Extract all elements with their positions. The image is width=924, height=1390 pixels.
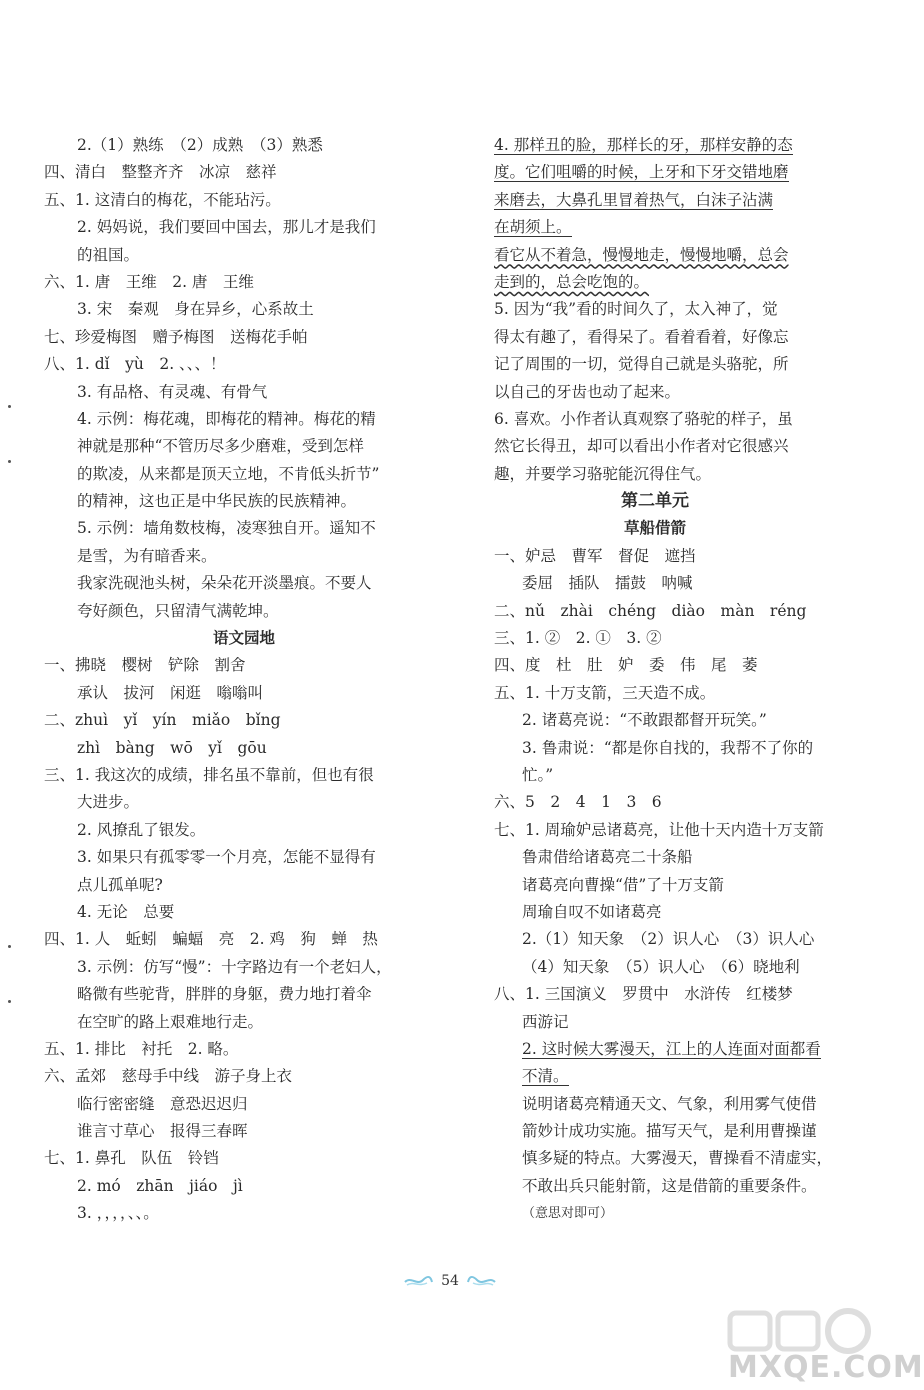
answer-text: 二、zhuì yǐ yín miǎo bǐng [44,711,281,730]
answer-text: 略微有些驼背，胖胖的身躯，费力地打着伞 [77,985,372,1004]
answer-text: 是雪，为有暗香来。 [77,546,217,565]
answer-text: 大进步。 [77,793,140,812]
answer-text: 语文园地 [212,629,275,648]
answer-line [486,461,816,488]
answer-line [486,351,816,378]
answer-text: 走到的，总会吃饱的。 [494,272,650,291]
answer-text: 4. 示例：梅花魂，即梅花的精神。梅花的精 [77,409,376,428]
answer-line [486,324,816,351]
answer-line [486,1200,816,1227]
answer-line [486,296,816,323]
answer-line [44,214,444,241]
answer-line [486,625,816,652]
answer-line [486,598,816,625]
answer-text: 一、妒忌 曹军 督促 遮挡 [494,546,696,565]
answer-text: 六、5 2 4 1 3 6 [494,793,662,812]
answer-line [44,1118,444,1145]
answer-line [44,461,444,488]
answer-line [44,1009,444,1036]
answer-text: 二、nǔ zhài chéng diào màn réng [494,601,807,620]
answer-line [486,570,816,597]
answer-line [486,1118,816,1145]
answer-text: 的欺凌，从来都是顶天立地，不肯低头折节” [77,464,380,483]
answer-line [44,872,444,899]
answer-line [486,406,816,433]
answer-line [486,789,816,816]
answer-line [44,981,444,1008]
answer-text: 的祖国。 [77,245,140,264]
answer-text: 2. 这时候大雾漫天，江上的人连面对面都看 [522,1039,821,1058]
answer-text: 一、拂晓 樱树 铲除 割舍 [44,656,246,675]
answer-text: 鲁肃借给诸葛亮二十条船 [522,848,693,867]
answer-text: 四、1. 人 蚯蚓 蝙蝠 亮 2. 鸡 狗 蝉 热 [44,930,378,949]
answer-text: 四、度 杜 肚 妒 委 伟 尾 萎 [494,656,758,675]
answer-line [44,762,444,789]
answer-text: 神就是那种“不管历尽多少磨难，受到怎样 [77,437,364,456]
answer-line [44,379,444,406]
answer-text: 点儿孤单呢? [77,875,163,894]
answer-line [44,789,444,816]
answer-text: 七、1. 周瑜妒忌诸葛亮，让他十天内造十万支箭 [494,820,824,839]
answer-text: 临行密密缝 意恐迟迟归 [77,1094,248,1113]
answer-line [44,899,444,926]
answer-text: 五、1. 排比 衬托 2. 略。 [44,1039,239,1058]
answer-line [486,872,816,899]
answer-text: 五、1. 十万支箭，三天造不成。 [494,683,716,702]
answer-line [44,817,444,844]
answer-text: 2. 诸葛亮说：“不敢跟都督开玩笑。” [522,711,767,730]
answer-line [44,1200,444,1227]
answer-text: 3. 有品格、有灵魂、有骨气 [77,382,268,401]
answer-text: 五、1. 这清白的梅花，不能玷污。 [44,190,281,209]
answer-text: 5. 示例：墙角数枝梅，凌寒独自开。遥知不 [77,519,376,538]
answer-line [44,680,444,707]
answer-text: 3. ，，，，、、。 [77,1204,159,1223]
answer-line [44,844,444,871]
left-column [44,132,444,1228]
answer-line [44,598,444,625]
answer-text: 周瑜自叹不如诸葛亮 [522,902,662,921]
answer-text: 3. 鲁肃说：“都是你自找的，我帮不了你的 [522,738,814,757]
answer-line [44,707,444,734]
answer-text: 八、1. dǐ yù 2. 、、、！ [44,355,226,374]
answer-text: 箭妙计成功实施。描写天气，是利用曹操谨 [522,1122,817,1141]
right-column [486,132,833,1228]
answer-text: 不敢出兵只能射箭，这是借箭的重要条件。 [522,1176,817,1195]
answer-text: 4. 那样丑的脸，那样长的牙，那样安静的态 [494,136,793,154]
answer-text: 趣，并要学习骆驼能沉得住气。 [494,464,712,483]
answer-line [486,707,816,734]
answer-text: 3. 宋 秦观 身在异乡，心系故土 [77,300,314,319]
answer-line [486,1009,816,1036]
answer-line [44,324,444,351]
answer-line [486,269,816,296]
answer-line [486,1173,816,1200]
answer-text: 诸葛亮向曹操“借”了十万支箭 [522,875,724,894]
answer-text: 承认 拔河 闲逛 嗡嗡叫 [77,683,264,702]
answer-text: 以自己的牙齿也动了起来。 [494,382,681,401]
answer-text: 记了周围的一切，觉得自己就是头骆驼，所 [494,355,789,374]
answer-line [44,242,444,269]
answer-text: 八、1. 三国演义 罗贯中 水浒传 红楼梦 [494,985,793,1004]
left-wave-ornament-icon [403,1274,433,1288]
answer-line [486,433,816,460]
answer-line [44,1063,444,1090]
page-number: 54 [441,1273,459,1289]
answer-text: 忙。” [522,765,554,784]
answer-text: 我家洗砚池头树，朵朵花开淡墨痕。不要人 [77,574,372,593]
answer-line [486,214,816,241]
answer-line [44,954,444,981]
answer-line [44,296,444,323]
page-footer [0,1269,900,1293]
answer-line [44,543,444,570]
answer-text: 2. 妈妈说，我们要回中国去，那儿才是我们 [77,218,376,237]
answer-text: 六、孟郊 慈母手中线 游子身上衣 [44,1067,293,1086]
answer-line [486,680,816,707]
answer-text: 度。它们咀嚼的时候，上牙和下牙交错地磨 [494,163,789,182]
answer-line [486,954,816,981]
answer-line [44,132,444,159]
answer-text: 委屈 插队 擂鼓 呐喊 [522,574,693,593]
answer-text: 第二单元 [621,491,689,512]
answer-text: 看它从不着急，慢慢地走，慢慢地嚼，总会 [494,245,789,264]
answer-line [486,242,816,269]
answer-text: （意思对即可） [522,1206,614,1222]
answer-line [486,159,816,186]
margin-mark [8,1000,11,1003]
watermark-text: MXQE.COM [728,1350,924,1385]
answer-line [486,817,824,844]
answer-line [486,735,816,762]
answer-line [44,1036,444,1063]
answer-text: 夸好颜色，只留清气满乾坤。 [77,601,279,620]
answer-text: 在胡须上。 [494,218,572,237]
answer-line [44,515,444,542]
answer-text: 三、1. 我这次的成绩，排名虽不靠前，但也有很 [44,765,374,784]
answer-text: 3. 示例：仿写“慢”：十字路边有一个老妇人， [77,957,392,976]
answer-line [486,652,816,679]
section-heading [486,488,816,515]
answer-line [486,379,816,406]
answer-text: 在空旷的路上艰难地行走。 [77,1012,264,1031]
answer-line [44,159,444,186]
answer-line [486,762,816,789]
answer-line [44,1091,444,1118]
answer-line [44,1173,444,1200]
answer-line [486,187,816,214]
answer-line [44,406,444,433]
answer-text: 3. 如果只有孤零零一个月亮，怎能不显得有 [77,848,376,867]
answer-text: 四、清白 整整齐齐 冰凉 慈祥 [44,163,277,182]
answer-line [486,1145,833,1172]
answer-line [486,132,816,159]
answer-line [44,187,444,214]
answer-line [44,570,444,597]
answer-text: 六、1. 唐 王维 2. 唐 王维 [44,272,254,291]
answer-line [486,543,816,570]
answer-line [44,488,444,515]
answer-line [44,735,444,762]
answer-text: 然它长得丑，却可以看出小作者对它很感兴 [494,437,789,456]
answer-line [44,351,444,378]
answer-text: 七、1. 鼻孔 队伍 铃铛 [44,1149,219,1168]
margin-mark [8,460,11,463]
answer-text: 谁言寸草心 报得三春晖 [77,1122,248,1141]
answer-text: 来磨去，大鼻孔里冒着热气，白沫子沾满 [494,190,774,209]
answer-text: 6. 喜欢。小作者认真观察了骆驼的样子，虽 [494,409,793,428]
answer-line [486,899,816,926]
section-heading [486,515,816,542]
answer-line [44,1145,444,1172]
answer-line [486,1036,821,1063]
answer-line [486,926,816,953]
answer-text: 不清。 [522,1067,569,1086]
margin-mark [8,945,11,948]
answer-line [44,926,444,953]
answer-text: 西游记 [522,1012,569,1031]
answer-line [44,652,444,679]
margin-mark [8,405,11,408]
answer-text: 2. mó zhān jiáo jì [77,1176,243,1195]
answer-text: 慎多疑的特点。大雾漫天，曹操看不清虚实， [522,1149,833,1168]
answer-text: zhì bàng wō yǐ gōu [77,738,267,757]
answer-text: 的精神，这也正是中华民族的民族精神。 [77,492,357,511]
answer-text: （4）知天象 （5）识人心 （6）晓地利 [522,957,800,976]
answer-text: 2.（1）熟练 （2）成熟 （3）熟悉 [77,136,323,154]
answer-text: 2. 风撩乱了银发。 [77,820,206,839]
answer-text: 三、1. ② 2. ① 3. ② [494,629,662,648]
answer-text: 5. 因为“我”看的时间久了，太入神了，觉 [494,300,778,319]
answer-line [486,1063,816,1090]
answer-line [486,844,816,871]
answer-line [486,1091,816,1118]
answer-text: 2.（1）知天象 （2）识人心 （3）识人心 [522,930,815,949]
answer-text: 得太有趣了，看得呆了。看着看着，好像忘 [494,327,789,346]
answer-line [44,433,444,460]
right-wave-ornament-icon [467,1274,497,1288]
answer-text: 说明诸葛亮精通天文、气象，利用雾气使借 [522,1094,817,1113]
answer-text: 4. 无论 总要 [77,902,175,921]
answer-line [44,269,444,296]
section-heading [44,625,444,652]
answer-text: 草船借箭 [623,519,686,538]
answer-line [486,981,816,1008]
answer-text: 七、珍爱梅图 赠予梅图 送梅花手帕 [44,327,308,346]
